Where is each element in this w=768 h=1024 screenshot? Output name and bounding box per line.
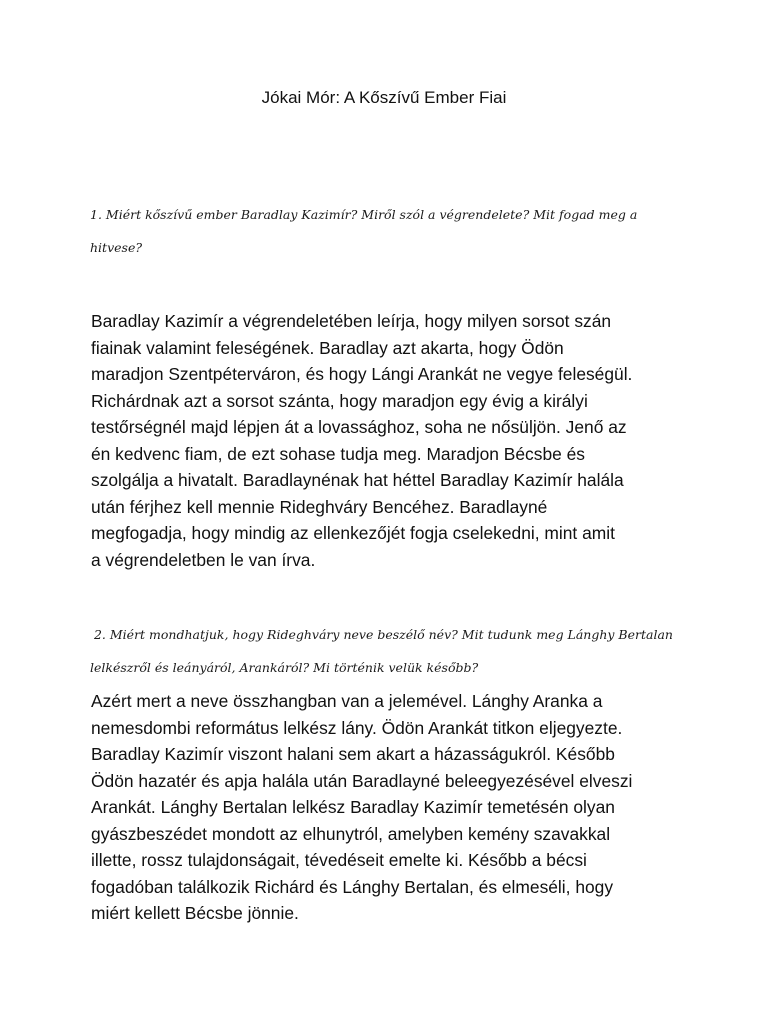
- answer-1-line: Richárdnak azt a sorsot szánta, hogy maradjon egy évig a királyi: [91, 390, 588, 411]
- question-2-line: lelkészről és leányáról, Arankáról? Mi történik velük később?: [90, 660, 479, 675]
- answer-1-line: fiainak valamint feleségének. Baradlay azt akarta, hogy Ödön: [91, 337, 564, 358]
- answer-2: [91, 688, 691, 927]
- answer-2-line: fogadóban találkozik Richárd és Lánghy Bertalan, és elmeséli, hogy: [91, 876, 614, 897]
- answer-1-line: után férjhez kell mennie Rideghváry Bencéhez. Baradlayné: [91, 496, 548, 517]
- question-1-line: hitvese?: [90, 240, 143, 255]
- answer-1-line: maradjon Szentpéterváron, és hogy Lángi Arankát ne vegye feleségül.: [91, 364, 633, 384]
- question-1: [90, 198, 690, 264]
- answer-2-line: miért kellett Bécsbe jönnie.: [91, 903, 299, 923]
- answer-1-line: testőrségnél majd lépjen át a lovassághoz, soha ne nősüljön. Jenő az: [91, 417, 627, 437]
- answer-2-line: Azért mert a neve összhangban van a jelemével. Lánghy Aranka a: [91, 691, 603, 711]
- answer-1: [91, 308, 691, 573]
- answer-2-line: gyászbeszédet mondott az elhunytról, amelyben kemény szavakkal: [91, 823, 611, 844]
- answer-1-line: a végrendeletben le van írva.: [91, 549, 316, 570]
- answer-2-line: Ödön hazatér és apja halála után Baradlayné beleegyezésével elveszi: [91, 770, 633, 791]
- document-title: Jókai Mór: A Kőszívű Ember Fiai: [261, 88, 507, 107]
- answer-1-line: megfogadja, hogy mindig az ellenkezőjét fogja cselekedni, mint amit: [91, 523, 615, 543]
- answer-2-line: illette, rossz tulajdonságait, tévedéseit emelte ki. Később a bécsi: [91, 850, 587, 870]
- answer-2-line: nemesdombi református lelkész lány. Ödön Arankát titkon eljegyezte.: [91, 717, 623, 738]
- answer-2-line: Arankát. Lánghy Bertalan lelkész Baradlay Kazimír temetésén olyan: [91, 797, 615, 817]
- answer-1-line: szolgálja a hivatalt. Baradlaynénak hat héttel Baradlay Kazimír halála: [91, 470, 624, 490]
- answer-2-line: Baradlay Kazimír viszont halani sem akart a házasságukról. Később: [91, 744, 615, 764]
- question-2: [90, 618, 690, 684]
- question-2-line: 2. Miért mondhatjuk, hogy Rideghváry neve beszélő név? Mit tudunk meg Lánghy Bertalan: [90, 627, 673, 642]
- answer-1-line: én kedvenc fiam, de ezt sohase tudja meg. Maradjon Bécsbe és: [91, 443, 585, 464]
- question-1-line: 1. Miért kőszívű ember Baradlay Kazimír? Miről szól a végrendelete? Mit fogad meg a: [90, 207, 638, 222]
- answer-1-line: Baradlay Kazimír a végrendeletében leírja, hogy milyen sorsot szán: [91, 311, 612, 331]
